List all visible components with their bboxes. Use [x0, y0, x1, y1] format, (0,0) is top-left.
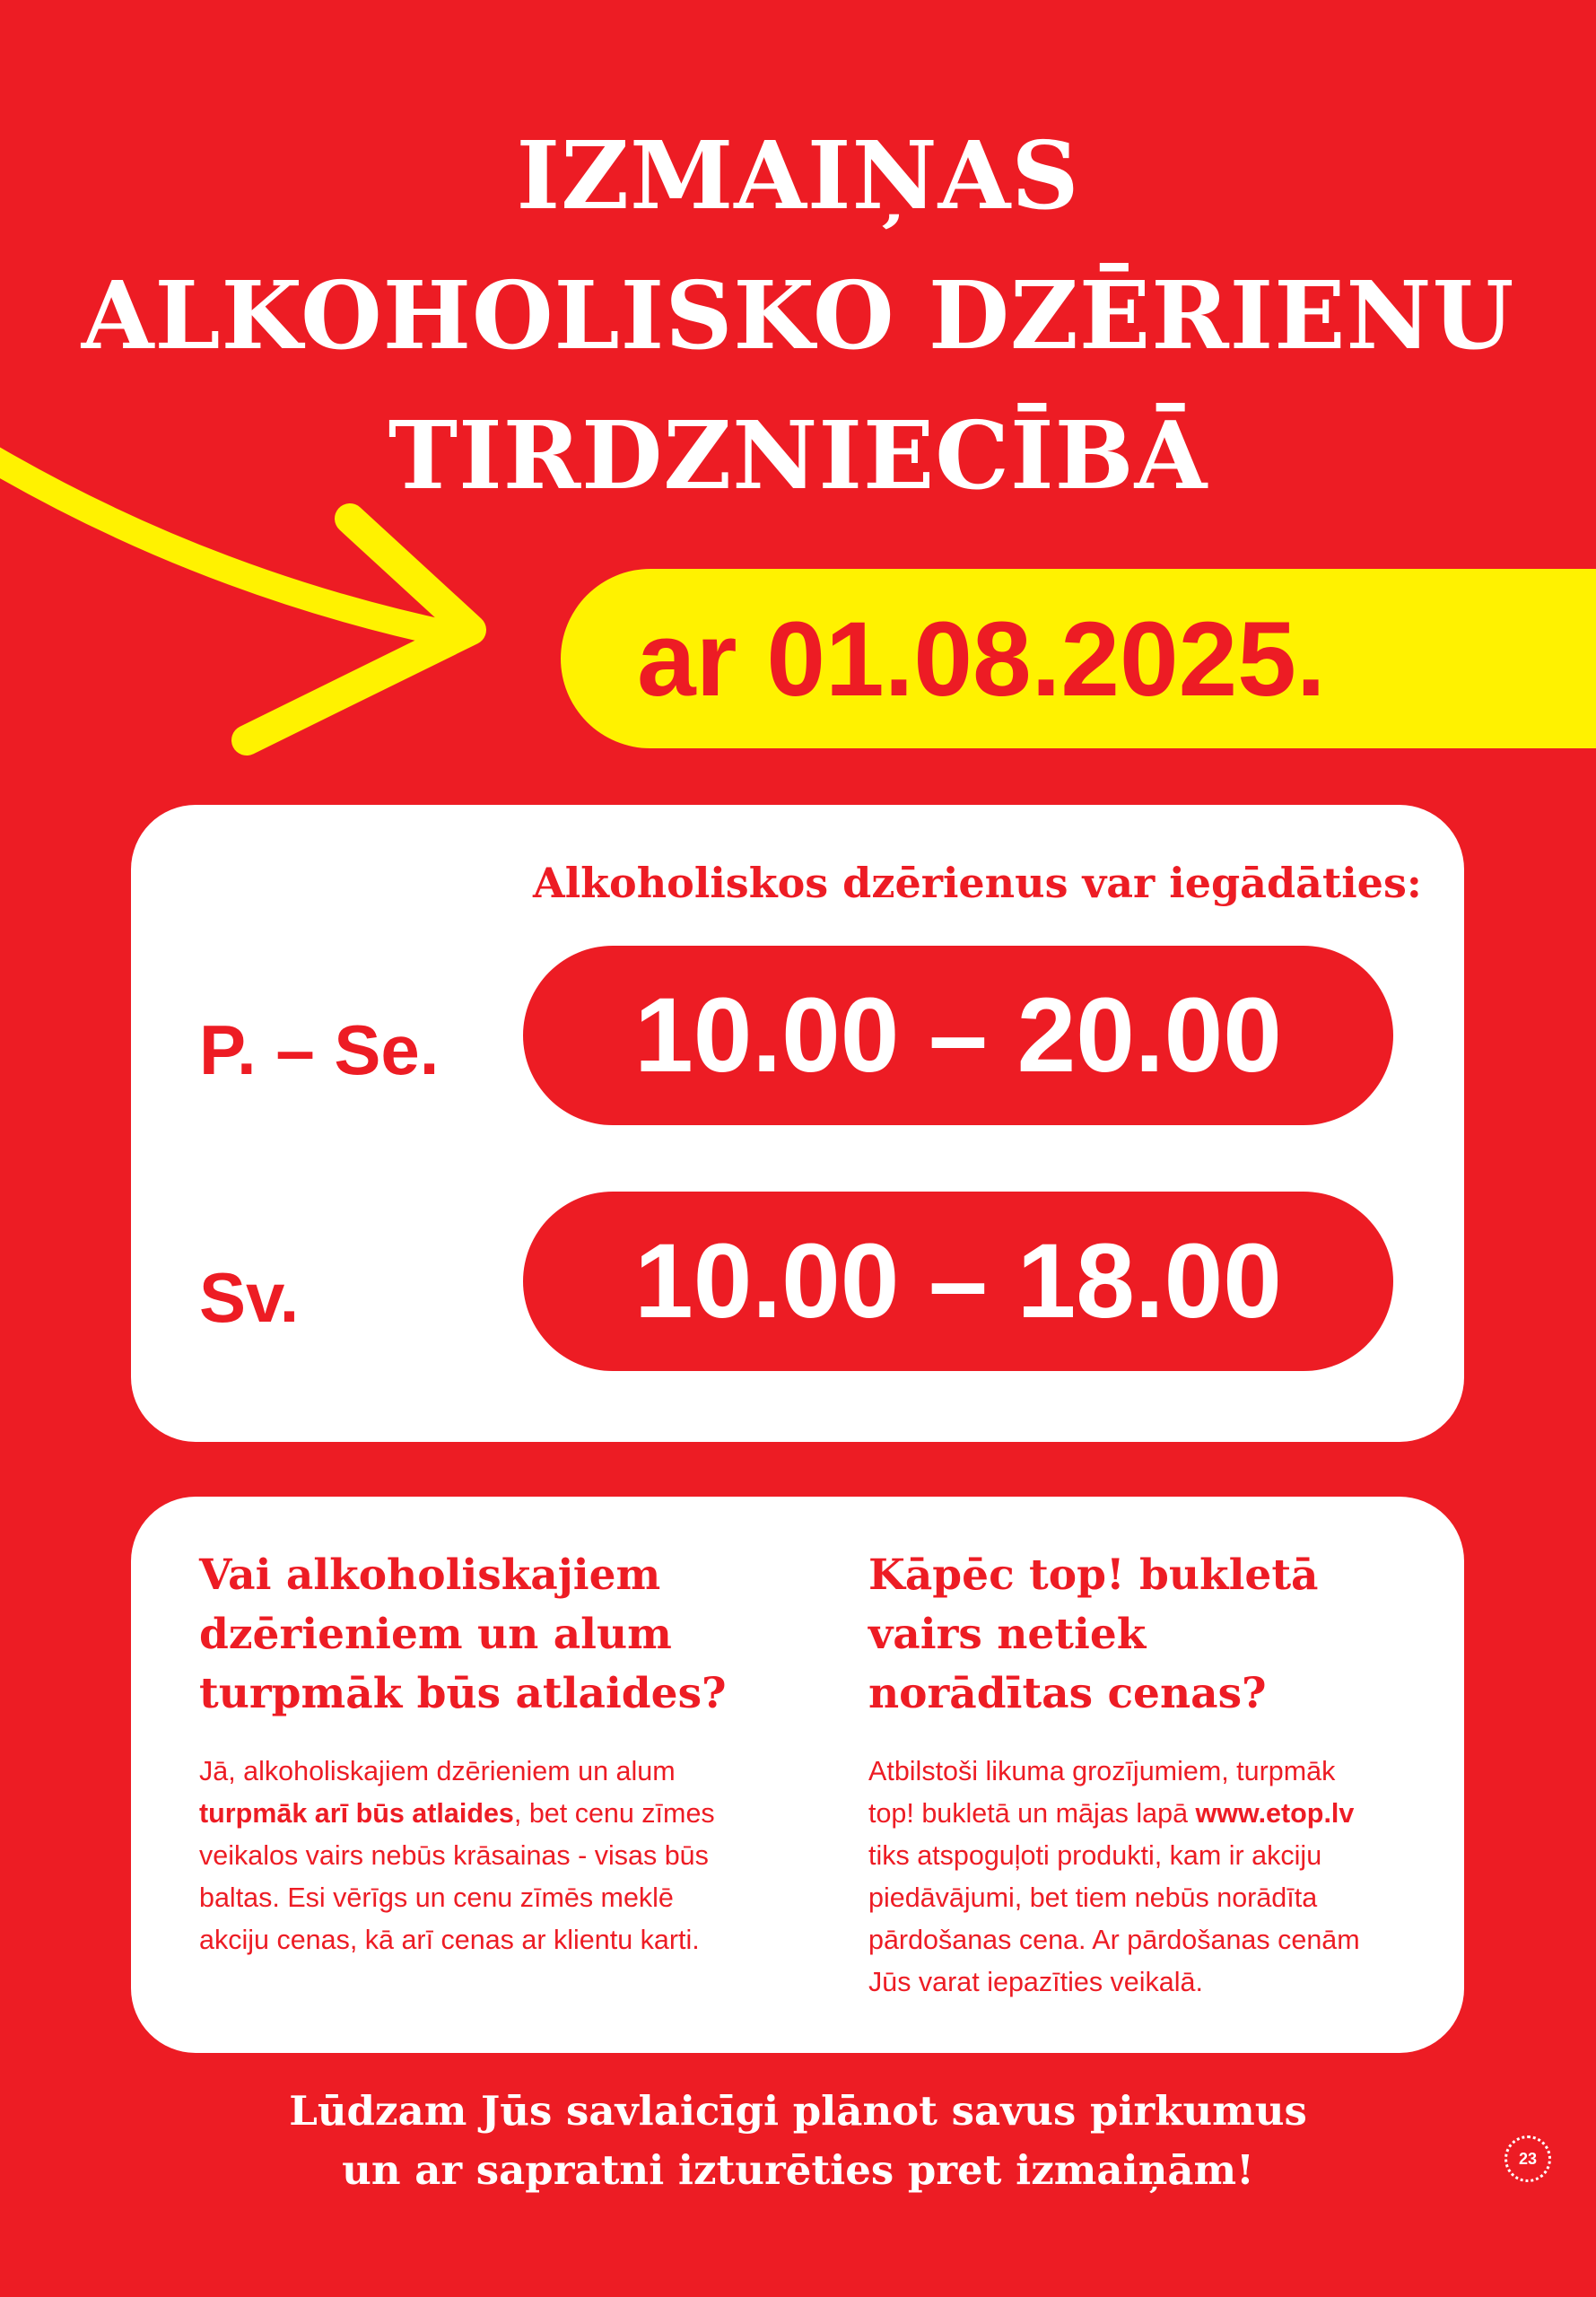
faq-answer-text: top! bukletā un mājas lapā	[868, 1798, 1196, 1829]
date-banner-text: ar 01.08.2025.	[637, 600, 1326, 719]
weekday-label: P. – Se.	[199, 1010, 440, 1089]
footer-message	[0, 2082, 1596, 2200]
faq-answer-line: tiks atspoguļoti produkti, kam ir akciju	[868, 1840, 1322, 1871]
footer-line: Lūdzam Jūs savlaicīgi plānot savus pirkumus	[289, 2087, 1307, 2135]
faq-discounts	[199, 1546, 773, 1961]
faq-answer-line: baltas. Esi vērīgs un cenu zīmēs meklē	[199, 1882, 674, 1913]
faq-prices	[868, 1546, 1443, 2004]
faq-question-line: Kāpēc top! bukletā	[868, 1550, 1319, 1600]
faq-answer-line	[868, 1793, 1443, 1835]
faq-question	[199, 1546, 773, 1724]
weekday-hours-pill: 10.00 – 20.00	[523, 946, 1393, 1125]
yellow-arrow-icon	[0, 431, 538, 763]
hours-heading: Alkoholiskos dzērienus var iegādāties:	[533, 859, 1422, 907]
faq-answer-line: Atbilstoši likuma grozījumiem, turpmāk	[868, 1756, 1336, 1786]
title-line-2: ALKOHOLISKO DZĒRIENU	[81, 260, 1515, 371]
faq-answer-line: piedāvājumi, bet tiem nebūs norādīta	[868, 1882, 1318, 1913]
faq-answer-line: Jā, alkoholiskajiem dzērieniem un alum	[199, 1756, 676, 1786]
faq-answer-bold: turpmāk arī būs atlaides	[199, 1798, 514, 1829]
faq-answer	[199, 1751, 773, 1961]
sunday-label: Sv.	[199, 1258, 300, 1337]
title-line-1: IZMAIŅAS	[516, 120, 1080, 231]
faq-answer-line	[199, 1793, 773, 1835]
faq-question-line: norādītas cenas?	[868, 1669, 1267, 1718]
faq-question-line: turpmāk būs atlaides?	[199, 1669, 727, 1718]
page-number: 23	[1504, 2135, 1551, 2182]
faq-question-line: dzērieniem un alum	[199, 1610, 672, 1659]
faq-question-line: vairs netiek	[868, 1610, 1147, 1659]
faq-answer	[868, 1751, 1443, 2004]
footer-line: un ar sapratni izturēties pret izmaiņām!	[342, 2146, 1254, 2194]
faq-question	[868, 1546, 1443, 1724]
faq-answer-line: akciju cenas, kā arī cenas ar klientu karti.	[199, 1925, 700, 1955]
title-line-3: TIRDZNIECĪBĀ	[388, 400, 1208, 511]
faq-question-line: Vai alkoholiskajiem	[199, 1550, 661, 1600]
website-link[interactable]: www.etop.lv	[1195, 1798, 1355, 1829]
sunday-hours-pill: 10.00 – 18.00	[523, 1192, 1393, 1371]
faq-answer-line: veikalos vairs nebūs krāsainas - visas būs	[199, 1840, 709, 1871]
faq-answer-text: , bet cenu zīmes	[513, 1798, 715, 1829]
faq-answer-line: pārdošanas cena. Ar pārdošanas cenām	[868, 1925, 1360, 1955]
faq-answer-line: Jūs varat iepazīties veikalā.	[868, 1967, 1203, 1997]
